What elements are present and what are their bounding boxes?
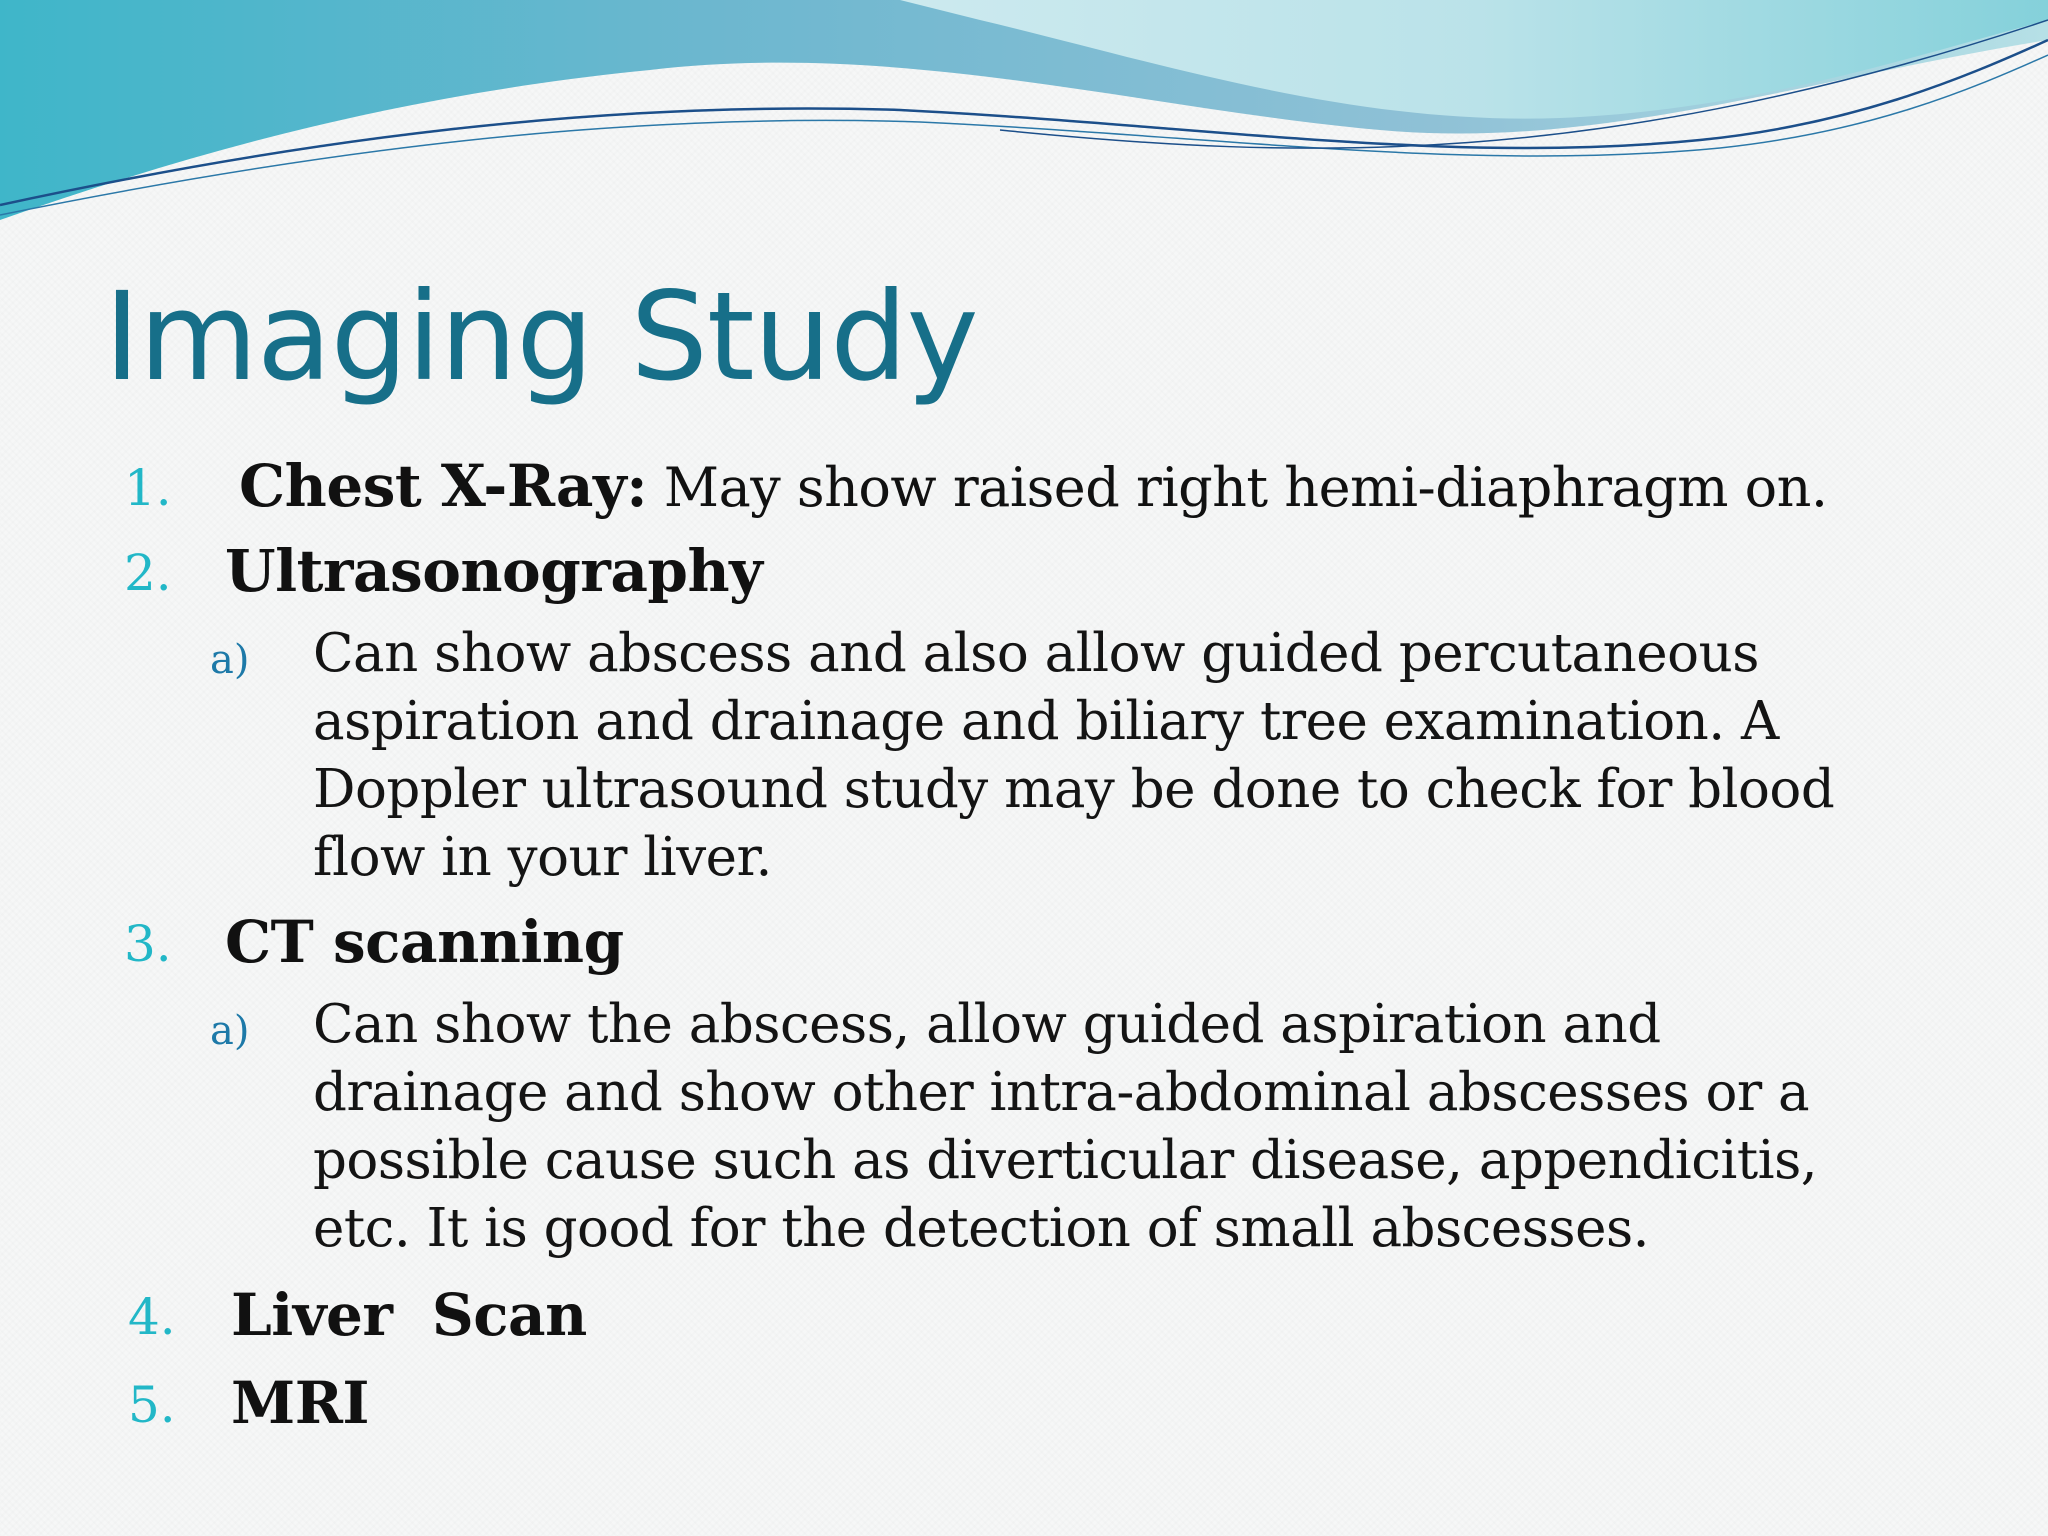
- paragraph-line: drainage and show other intra-abdominal abscesses or a: [313, 1062, 1810, 1123]
- paragraph-line: flow in your liver.: [313, 827, 772, 888]
- list-number: 3.: [124, 915, 172, 973]
- sub-list-letter: a): [210, 637, 250, 683]
- paragraph-line: Doppler ultrasound study may be done to check for blood: [313, 759, 1835, 820]
- list-item-heading: CT scanning: [225, 908, 624, 976]
- list-item-heading: Chest X-Ray:: [239, 452, 648, 520]
- list-item-heading: Ultrasonography: [225, 537, 763, 605]
- list-item-heading: Liver Scan: [231, 1281, 587, 1349]
- paragraph-line: aspiration and drainage and biliary tree examination. A: [313, 691, 1779, 752]
- paragraph-line: etc. It is good for the detection of small abscesses.: [313, 1198, 1650, 1259]
- list-item-description: May show raised right hemi-diaphragm on.: [647, 456, 1828, 519]
- list-number: 5.: [128, 1376, 176, 1434]
- paragraph-line: Can show the abscess, allow guided aspiration and: [313, 994, 1661, 1055]
- paragraph-line: Can show abscess and also allow guided percutaneous: [313, 623, 1759, 684]
- slide-title: Imaging Study: [104, 266, 978, 408]
- list-item-heading: MRI: [231, 1369, 370, 1437]
- paragraph-line: possible cause such as diverticular disease, appendicitis,: [313, 1130, 1818, 1191]
- sub-list-paragraph-ct-scanning: [313, 991, 1933, 1263]
- list-number: 1.: [124, 459, 172, 517]
- list-item-chest-xray: [239, 452, 1828, 522]
- sub-list-paragraph-ultrasonography: [313, 620, 1933, 892]
- list-number: 4.: [128, 1288, 176, 1346]
- list-number: 2.: [124, 544, 172, 602]
- sub-list-letter: a): [210, 1008, 250, 1054]
